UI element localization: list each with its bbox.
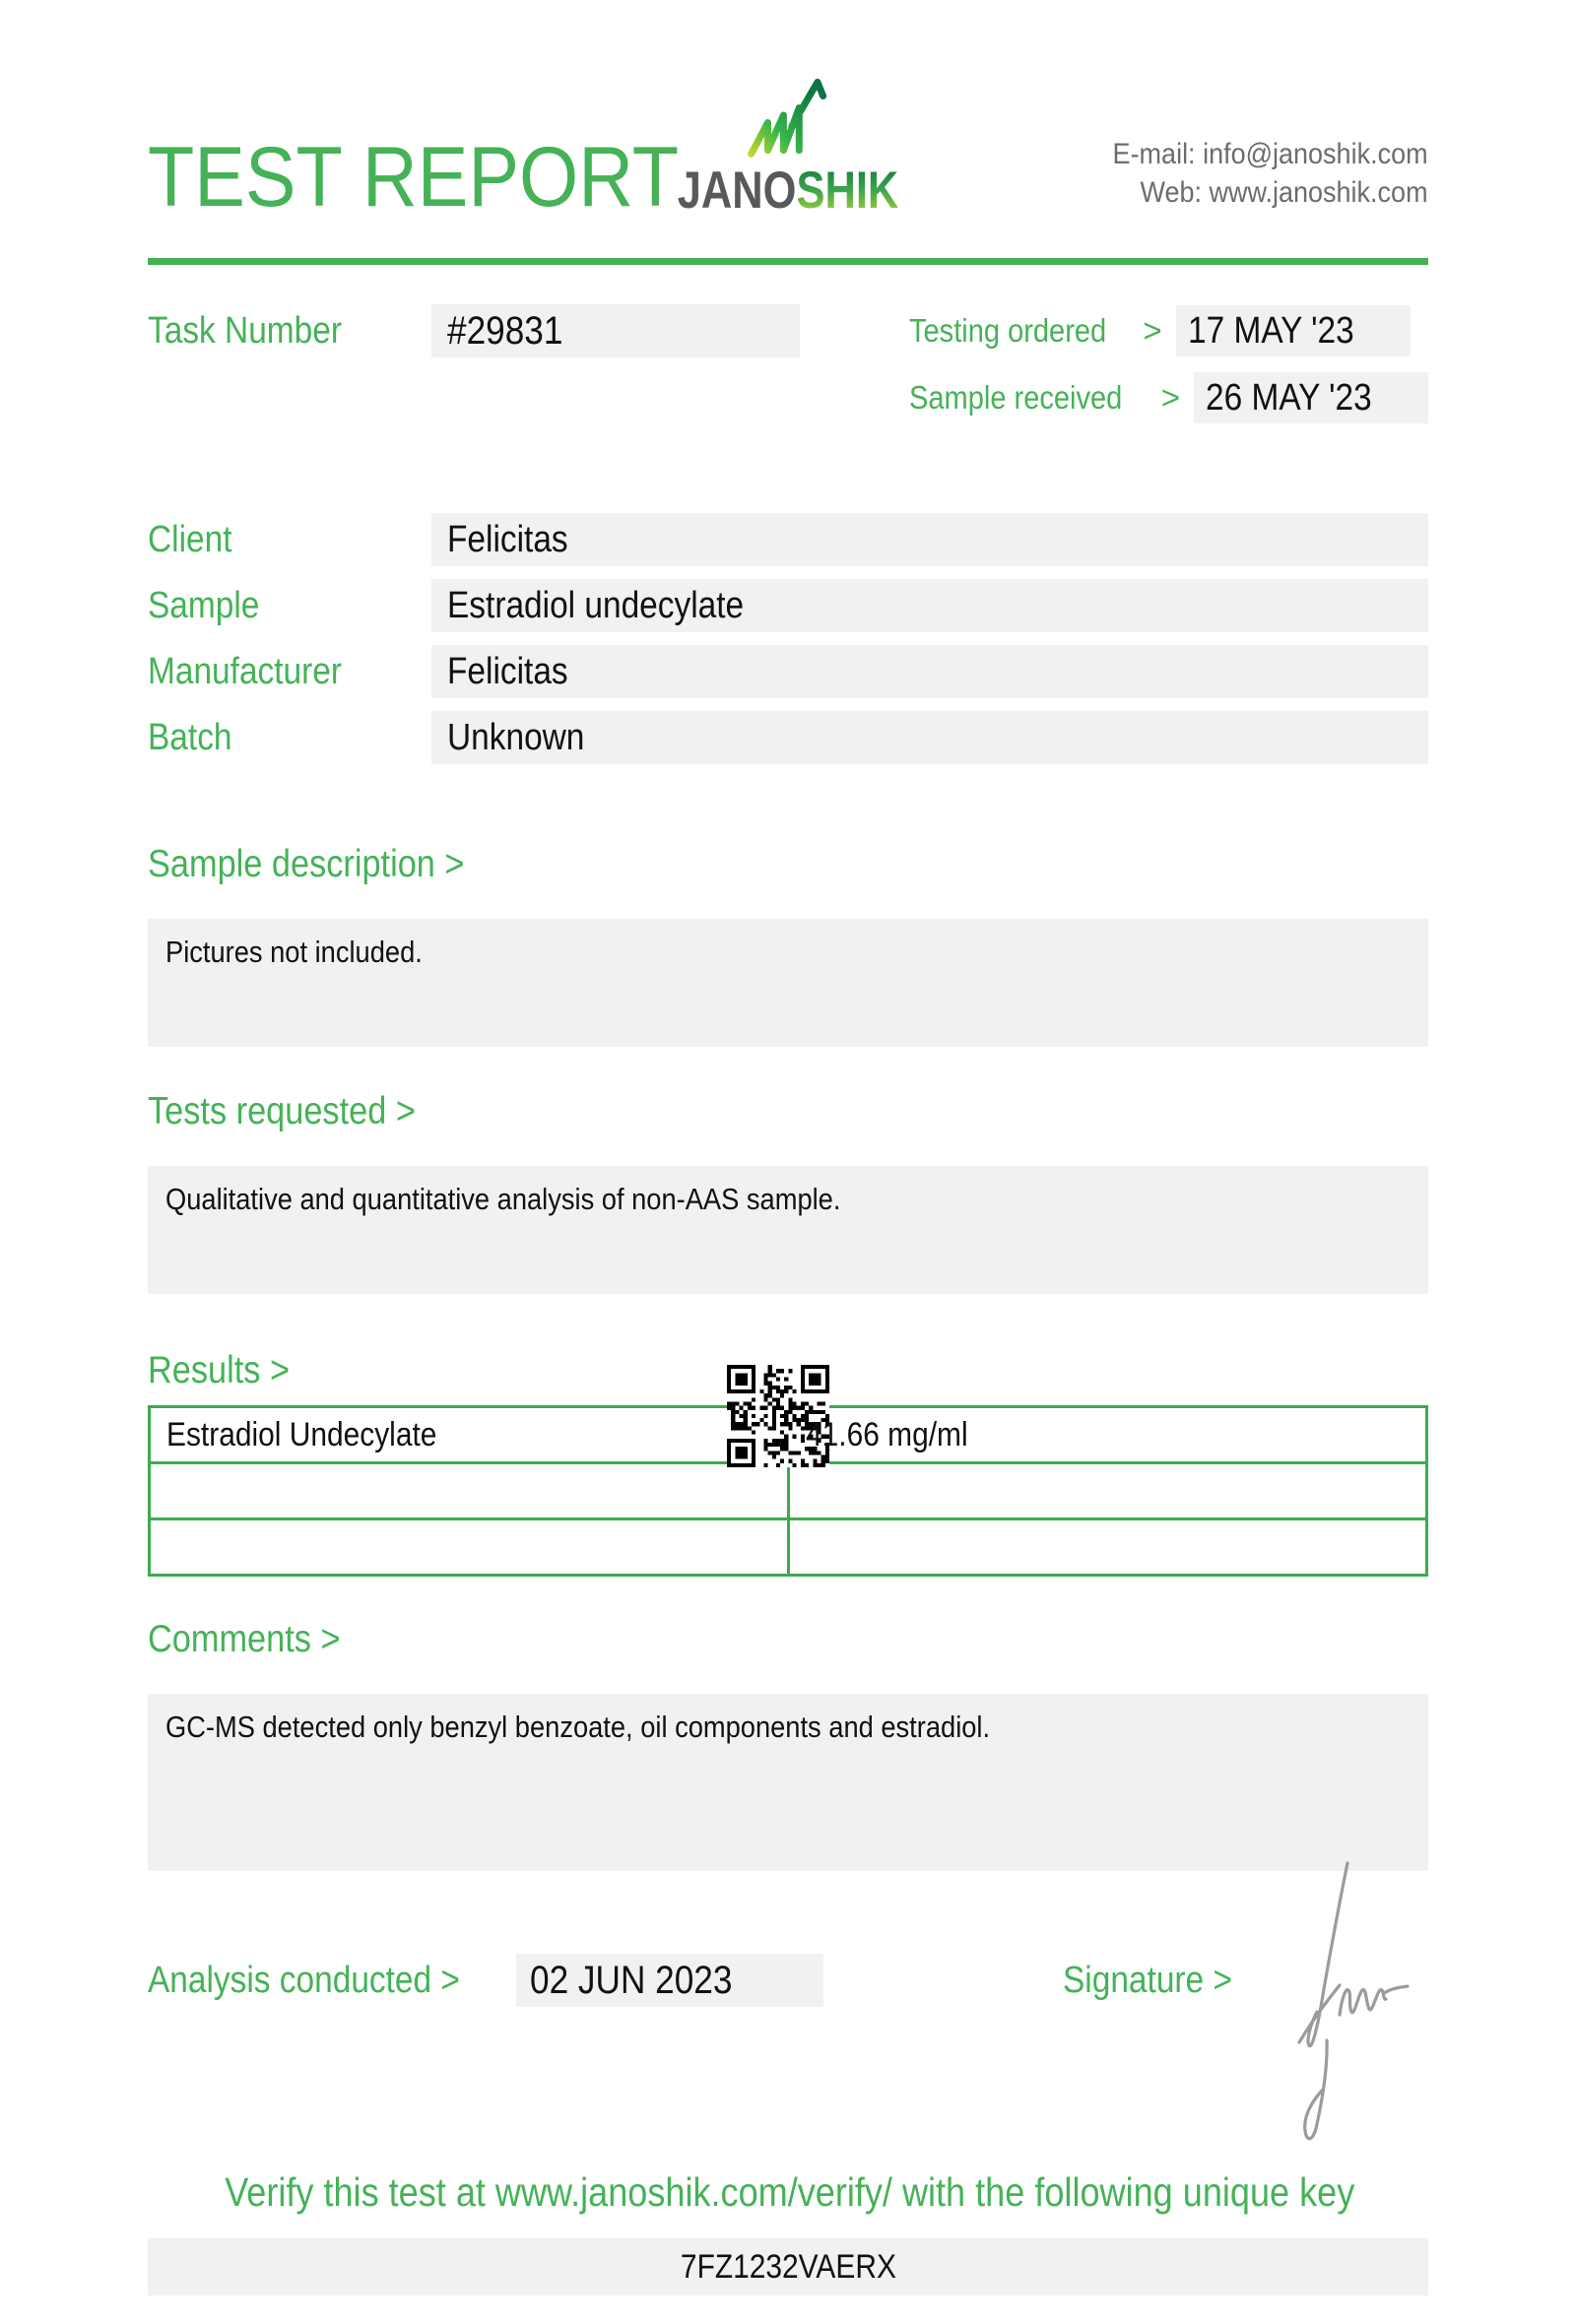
sample-field — [148, 579, 1428, 632]
testing-ordered-value: 17 MAY '23 — [1176, 305, 1411, 356]
sample-received-value: 26 MAY '23 — [1194, 372, 1428, 423]
task-number-value: #29831 — [431, 304, 800, 357]
page-title: TEST REPORT — [148, 130, 680, 226]
results-heading: Results > — [148, 1349, 291, 1391]
arrow-icon: > — [1143, 312, 1162, 349]
result-substance-cell — [150, 1519, 789, 1576]
signature-image — [1288, 1857, 1422, 2153]
growth-chart-icon — [743, 74, 833, 159]
janoshik-logo — [653, 74, 923, 220]
task-row — [148, 304, 1428, 424]
contact-email: E-mail: info@janoshik.com — [1112, 137, 1428, 170]
report-header — [148, 73, 1428, 226]
comments-heading: Comments > — [148, 1618, 341, 1660]
sample-value: Estradiol undecylate — [431, 579, 1428, 632]
manufacturer-label: Manufacturer — [148, 650, 343, 692]
manufacturer-value: Felicitas — [431, 645, 1428, 698]
client-label: Client — [148, 518, 232, 560]
sample-info-block — [148, 513, 1428, 764]
contact-info — [1078, 135, 1428, 213]
task-number-label: Task Number — [148, 309, 342, 352]
analysis-date-value: 02 JUN 2023 — [516, 1954, 823, 2007]
verify-key-box — [148, 2238, 1428, 2295]
logo-text-shik: SHIK — [796, 161, 899, 220]
batch-field — [148, 711, 1428, 764]
verify-key: 7FZ1232VAERX — [680, 2247, 896, 2286]
batch-label: Batch — [148, 716, 232, 758]
manufacturer-field — [148, 645, 1428, 698]
batch-value: Unknown — [431, 711, 1428, 764]
result-value-cell — [788, 1519, 1427, 1576]
sample-received-field — [909, 371, 1428, 424]
dates-block — [909, 304, 1428, 424]
sample-label: Sample — [148, 584, 260, 626]
logo-wordmark — [677, 161, 899, 220]
sample-description-heading: Sample description > — [148, 843, 465, 885]
testing-ordered-label: Testing ordered — [908, 312, 1107, 349]
comments-box: GC-MS detected only benzyl benzoate, oil components and estradiol. — [148, 1694, 1428, 1871]
task-number-field — [148, 304, 800, 357]
table-row — [150, 1463, 1427, 1519]
tests-requested-box: Qualitative and quantitative analysis of non-AAS sample. — [148, 1166, 1428, 1294]
analysis-signature-row — [148, 1954, 1428, 2007]
result-substance-cell: Estradiol Undecylate — [150, 1407, 789, 1463]
sample-received-label: Sample received — [908, 379, 1123, 416]
result-substance-cell — [150, 1463, 789, 1519]
arrow-icon: > — [1160, 379, 1180, 416]
results-section — [148, 1351, 1428, 1577]
analysis-conducted-label: Analysis conducted > — [148, 1959, 460, 2001]
result-value-cell — [788, 1463, 1427, 1519]
logo-text-jano: JANO — [677, 161, 797, 220]
sample-description-box: Pictures not included. — [148, 919, 1428, 1047]
header-divider — [148, 258, 1428, 265]
contact-web: Web: www.janoshik.com — [1140, 176, 1428, 210]
verify-instruction: Verify this test at www.janoshik.com/verify/ with the following unique key — [225, 2169, 1355, 2215]
testing-ordered-field — [909, 304, 1428, 357]
table-row — [150, 1519, 1427, 1576]
signature-label: Signature > — [1062, 1959, 1232, 2001]
client-value: Felicitas — [431, 513, 1428, 566]
client-field — [148, 513, 1428, 566]
result-value-cell: 41.66 mg/ml — [788, 1407, 1427, 1463]
tests-requested-heading: Tests requested > — [148, 1090, 416, 1132]
